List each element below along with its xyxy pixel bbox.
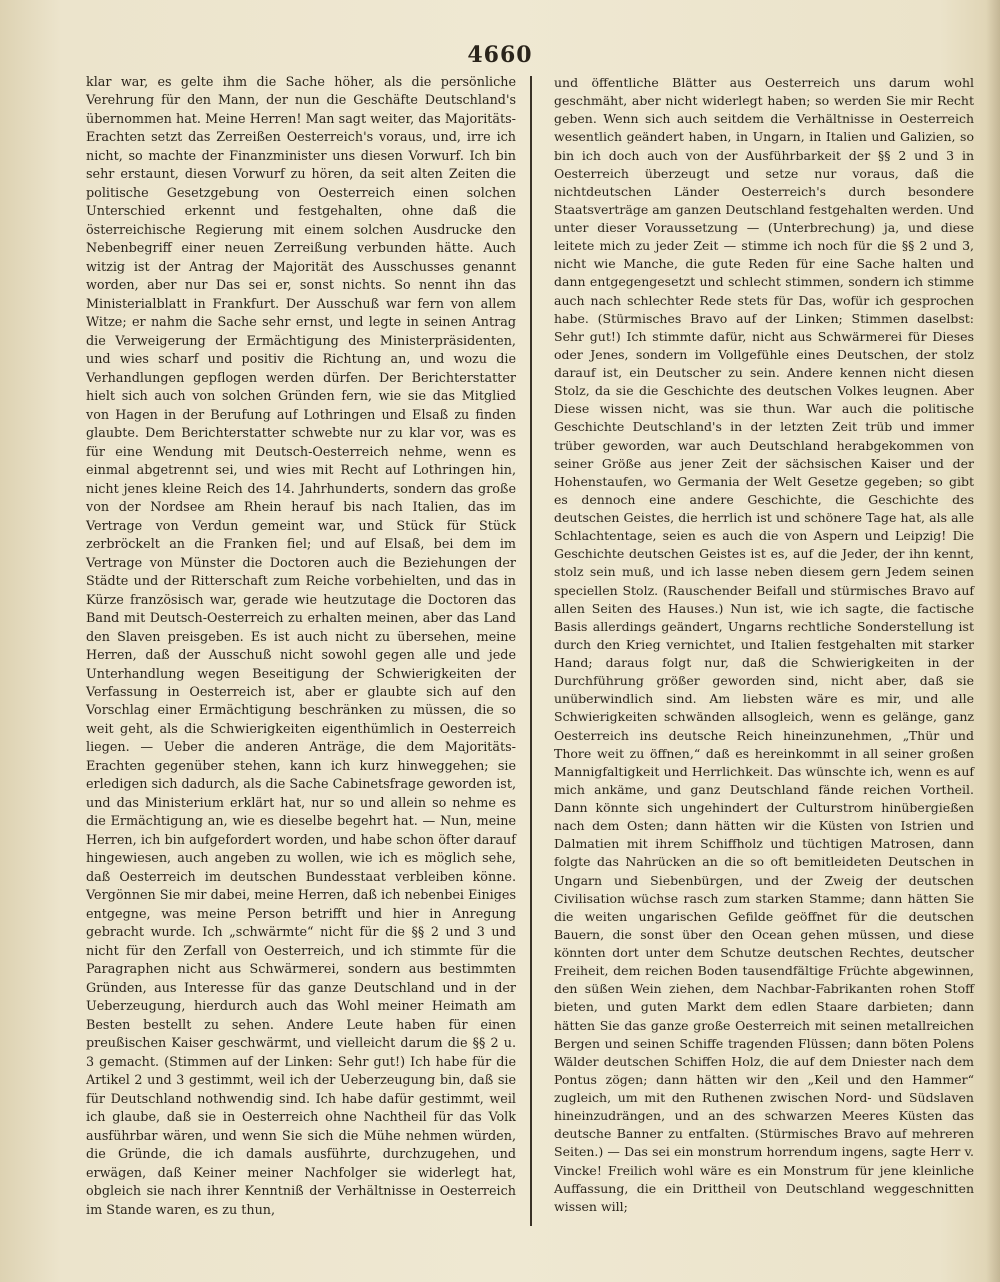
left-column-text: klar war, es gelte ihm die Sache höher, als die persönliche Verehrung für den Mann, der nun die Geschäfte Deutschland's übernommen hat. Meine Herren! Man sagt weiter, das Majoritäts-Erachten setzt das Zerreißen Oesterreich's voraus, und, irre ich nicht, so machte der Finanzminister uns diesen Vorwurf. Ich bin sehr erstaunt, diesen Vorwurf zu hören, da seit alten Zeiten die politische Gesetzgebung von Oesterreich einen solchen Unterschied erkennt und festgehalten, ohne daß die österreichische Regierung mit einem solchen Ausdrucke den Nebenbegriff einer neuen Zerreißung verbunden hätte. Auch witzig ist der Antrag der Majorität des Ausschusses genannt worden, aber nur Das sei er, sonst nichts. So nennt ihn das Ministerialblatt in Frankfurt. Der Ausschuß war fern von allem Witze; er nahm die Sache sehr ernst, und legte in seinen Antrag die Verweigerung der Ermächtigung des Ministerpräsidenten, und wies scharf und positiv die Richtung an, und wozu die Verhandlungen gepflogen werden dürfen. Der Berichterstatter hielt sich auch von solchen Gründen fern, wie sie das Mitglied von Hagen in der Berufung auf Lothringen und Elsaß zu finden glaubte. Dem Berichterstatter schwebte nur zu klar vor, was es für eine Wendung mit Deutsch-Oesterreich nehme, wenn es einmal abgetrennt sei, und wies mit Recht auf Lothringen hin, nicht jenes kleine Reich des 14. Jahrhunderts, sondern das große von der Nordsee am Rhein herauf bis nach Italien, das im Vertrage von Verdun gemeint war, und Stück für Stück zerbröckelt an die Franken fiel; und auf Elsaß, bei dem im Vertrage von Münster die Doctoren auch die Beziehungen der Städte und der Ritterschaft zum Reiche vorbehielten, und das in Kürze französisch war, gerade wie heutzutage die Doctoren das Band mit Deutsch-Oesterreich zu erhalten meinen, aber das Land den Slaven preisgeben. Es ist auch nicht zu übersehen, meine Herren, daß der Ausschuß nicht sowohl gegen alle und jede Unterhandlung wegen Beseitigung der Schwierigkeiten der Verfassung in Oesterreich ist, aber er glaubte sich auf den Vorschlag einer Ermächtigung beschränken zu müssen, die so weit geht, als die Schwierigkeiten eigenthümlich in Oesterreich liegen. — Ueber die anderen Anträge, die dem Majoritäts-Erachten gegenüber stehen, kann ich kurz hinweggehen; sie erledigen sich dadurch, als die Sache Cabinetsfrage geworden ist, und das Ministerium erklärt hat, nur so und allein so nehme es die Ermächtigung an, wie es dieselbe begehrt hat. — Nun, meine Herren, ich bin aufgefordert worden, und habe schon öfter darauf hingewiesen, auch angeben zu wollen, wie ich es möglich sehe, daß Oesterreich im deutschen Bundesstaat verbleiben könne. Vergönnen Sie mir dabei, meine Herren, daß ich nebenbei Einiges entgegne, was meine Person betrifft und hier in Anregung gebracht wurde. Ich „schwärmte“ nicht für die §§ 2 und 3 und nicht für den Zerfall von Oesterreich, und ich stimmte für die Paragraphen nicht aus Schwärmerei, sondern aus bestimmten Gründen, aus Interesse für das ganze Deutschland und in der Ueberzeugung, hierdurch auch das Wohl meiner Heimath am Besten bestellt zu sehen. Andere Leute haben für einen preußischen Kaiser geschwärmt, und vielleicht darum die §§ 2 u. 3 gemacht. (Stimmen auf der Linken: Sehr gut!) Ich habe für die Artikel 2 und 3 gestimmt, weil ich der Ueberzeugung bin, daß sie für Deutschland nothwendig sind. Ich habe dafür gestimmt, weil ich glaube, daß sie in Oesterreich ohne Nachtheil für das Volk ausführbar wären, und wenn Sie sich die Mühe nehmen würden, die Gründe, die ich damals ausführte, durchzugehen, und erwägen, daß Keiner meiner Nachfolger sie widerlegt hat, obgleich sie nach ihrer Kenntniß der Verhältnisse in Oesterreich im Stande waren, es zu thun,: [86, 75, 516, 1218]
column-divider: [530, 76, 532, 1226]
right-column-text: und öffentliche Blätter aus Oesterreich uns darum wohl geschmäht, aber nicht widerlegt haben; so werden Sie mir Recht geben. Wenn sich auch seitdem die Verhältnisse in Oesterreich wesentlich geändert haben, in Ungarn, in Italien und Galizien, so bin ich doch auch von der Ausführbarkeit der §§ 2 und 3 in Oesterreich überzeugt und setze nur voraus, daß die nichtdeutschen Länder Oesterreich's durch besondere Staatsverträge am ganzen Deutschland festgehalten werden. Und unter dieser Voraussetzung — (Unterbrechung) ja, und diese leitete mich zu jeder Zeit — stimme ich noch für die §§ 2 und 3, nicht wie Manche, die gute Reden für eine Sache halten und dann entgegengesetzt und schlecht stimmen, sondern ich stimme auch nach schlechter Rede stets für Das, wofür ich gesprochen habe. (Stürmisches Bravo auf der Linken; Stimmen daselbst: Sehr gut!) Ich stimmte dafür, nicht aus Schwärmerei für Dieses oder Jenes, sondern im Vollgefühle eines Deutschen, der stolz darauf ist, ein Deutscher zu sein. Andere kennen nicht diesen Stolz, da sie die Geschichte des deutschen Volkes leugnen. Aber Diese wissen nicht, was sie thun. War auch die politische Geschichte Deutschland's in der letzten Zeit trüb und immer trüber geworden, war auch Deutschland herabgekommen von seiner Größe aus jener Zeit der sächsischen Kaiser und der Hohenstaufen, wo Germania der Welt Gesetze gegeben; so gibt es dennoch eine andere Geschichte, die Geschichte des deutschen Geistes, die herrlich ist und schönere Tage hat, als alle Schlachtentage, seien es auch die von Aspern und Leipzig! Die Geschichte deutschen Geistes ist es, auf die Jeder, der ihn kennt, stolz sein muß, und ich lasse neben diesem gern Jedem seinen speciellen Stolz. (Rauschender Beifall und stürmisches Bravo auf allen Seiten des Hauses.) Nun ist, wie ich sagte, die factische Basis allerdings geändert, Ungarns rechtliche Sonderstellung ist durch den Krieg vernichtet, und Italien festgehalten mit starker Hand; daraus folgt nur, daß die Schwierigkeiten in der Durchführung größer geworden sind, nicht aber, daß sie unüberwindlich sind. Am liebsten wäre es mir, und alle Schwierigkeiten schwänden allsogleich, wenn es gelänge, ganz Oesterreich ins deutsche Reich hineinzunehmen, „Thür und Thore weit zu öffnen,“ daß es hereinkommt in all seiner großen Mannigfaltigkeit und Herrlichkeit. Das wünschte ich, wenn es auf mich ankäme, und ganz Deutschland fände reichen Vortheil. Dann könnte sich ungehindert der Culturstrom hinübergießen nach dem Osten; dann hätten wir die Küsten von Istrien und Dalmatien mit ihrem Schiffholz und tüchtigen Matrosen, dann folgte das Nahrücken an die so oft bemitleideten Deutschen in Ungarn und Siebenbürgen, und der Zweig der deutschen Civilisation wüchse rasch zum starken Stamme; dann hätten Sie die weiten ungarischen Gefilde geöffnet für die deutschen Bauern, die sonst über den Ocean gehen müssen, und diese könnten dort unter dem Schutze deutschen Rechtes, deutscher Freiheit, dem reichen Boden tausendfältige Früchte abgewinnen, den süßen Wein ziehen, dem Nachbar-Fabrikanten rohen Stoff bieten, und guten Markt dem edlen Staare darbieten; dann hätten Sie das ganze große Oesterreich mit seinen metallreichen Bergen und seinen Schiffe tragenden Flüssen; dann böten Polens Wälder deutschen Schiffen Holz, die auf dem Dniester nach dem Pontus zögen; dann hätten wir den „Keil und den Hammer“ zugleich, um mit den Ruthenen zwischen Nord- und Südslaven hineinzudrängen, und an des schwarzen Meeres Küsten das deutsche Banner zu entfalten. (Stürmisches Bravo auf mehreren Seiten.) — Das sei ein monstrum horrendum ingens, sagte Herr v. Vincke! Freilich wohl wäre es ein Monstrum für jene kleinliche Auffassung, die ein Drittheil von Deutschland weggeschnitten wissen will;: [554, 75, 974, 1214]
page-edge-shadow: [986, 0, 1000, 1282]
left-column: [86, 74, 516, 1220]
page-number: 4660: [467, 42, 533, 68]
right-column: [554, 74, 974, 1216]
